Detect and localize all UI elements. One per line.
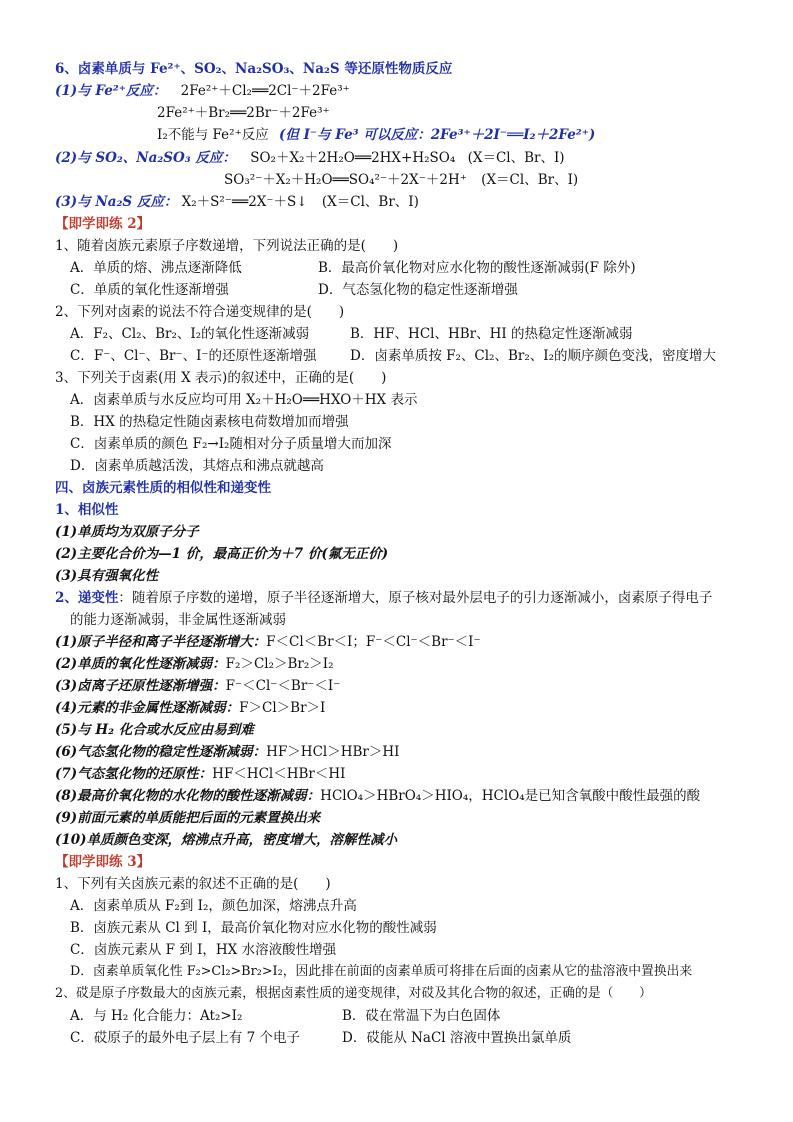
variation-item-2-label: (2)单质的氧化性逐渐减弱： xyxy=(55,656,226,672)
similarity-item-1: (1)单质均为双原子分子 xyxy=(55,524,199,540)
practice-2-q1-option-d: D．气态氢化物的稳定性逐渐增强 xyxy=(318,282,518,298)
variation-description-2: 的能力逐渐减弱，非金属性逐渐减弱 xyxy=(70,612,286,628)
so2-equation-2: SO₃²⁻＋X₂＋H₂O══SO₄²⁻＋2X⁻＋2H⁺ xyxy=(224,172,467,188)
so2-reaction-line-1 xyxy=(55,149,565,167)
variation-item-2 xyxy=(55,655,334,673)
fe-note-line xyxy=(157,126,595,144)
practice-3-question-1: 1、下列有关卤族元素的叙述不正确的是( ) xyxy=(55,876,331,892)
fe-note-2: (但 I⁻与 Fe³ 可以反应：2Fe³⁺＋2I⁻══I₂＋2Fe²⁺) xyxy=(279,127,596,143)
practice-3-q2-option-d: D．砹能从 NaCl 溶液中置换出氯单质 xyxy=(342,1030,572,1046)
variation-item-2-text: F₂＞Cl₂＞Br₂＞I₂ xyxy=(225,656,334,672)
fe-equation-1: 2Fe²⁺＋Cl₂══2Cl⁻＋2Fe³⁺ xyxy=(180,83,350,99)
variation-item-10: (10)单质颜色变深，熔沸点升高，密度增大，溶解性减小 xyxy=(55,832,398,848)
practice-3-q1-option-c: C．卤族元素从 F 到 I，HX 水溶液酸性增强 xyxy=(70,942,337,958)
practice-2-q2-option-d: D．卤素单质按 F₂、Cl₂、Br₂、I₂的顺序颜色变浅，密度增大 xyxy=(350,348,716,364)
practice-3-q2-option-a: A．与 H₂ 化合能力：At₂>I₂ xyxy=(70,1008,243,1024)
variation-item-6-text: HF＞HCl＞HBr＞HI xyxy=(266,744,400,760)
variation-description-1: ：随着原子序数的递增，原子半径逐渐增大，原子核对最外层电子的引力逐渐减小，卤素原子得电子 xyxy=(118,590,713,606)
practice-3-q2-option-b: B．砹在常温下为白色固体 xyxy=(342,1008,501,1024)
practice-3-q1-option-a: A．卤素单质从 F₂到 I₂，颜色加深，熔沸点升高 xyxy=(70,898,357,914)
variation-item-7-text: HF＜HCl＜HBr＜HI xyxy=(212,766,346,782)
variation-item-1-label: (1)原子半径和离子半径逐渐增大： xyxy=(55,634,267,650)
practice-2-q2-option-b: B．HF、HCl、HBr、HI 的热稳定性逐渐减弱 xyxy=(350,326,633,342)
practice-2-q1-option-c: C．单质的氧化性逐渐增强 xyxy=(70,282,229,298)
variation-title: 2、递变性 xyxy=(55,590,119,606)
practice-3-question-2: 2、砹是原子序数最大的卤族元素，根据卤素性质的递变规律，对砹及其化合物的叙述，正确的是（ ） xyxy=(55,986,652,1001)
variation-item-7 xyxy=(55,765,345,783)
variation-item-8 xyxy=(55,787,700,805)
variation-item-8-label: (8)最高价氧化物的水化物的酸性逐渐减弱： xyxy=(55,788,321,804)
practice-2-q2-option-c: C．F⁻、Cl⁻、Br⁻、I⁻的还原性逐渐增强 xyxy=(70,348,317,364)
practice-2-q2-option-a: A．F₂、Cl₂、Br₂、I₂的氧化性逐渐减弱 xyxy=(70,326,310,342)
similarity-item-2: (2)主要化合价为—1 价，最高正价为＋7 价(氟无正价) xyxy=(55,546,389,562)
variation-item-3-text: F⁻＜Cl⁻＜Br⁻＜I⁻ xyxy=(225,678,341,694)
practice-2-q1-option-b: B．最高价氧化物对应水化物的酸性逐渐减弱(F 除外) xyxy=(318,260,636,276)
fe-equation-2: 2Fe²⁺＋Br₂══2Br⁻＋2Fe³⁺ xyxy=(157,105,330,121)
fe-reaction-line-1 xyxy=(55,82,350,100)
section-4-title: 四、卤族元素性质的相似性和递变性 xyxy=(55,480,271,496)
so2-reaction-line-2 xyxy=(224,171,578,189)
variation-item-4-label: (4)元素的非金属性逐渐减弱： xyxy=(55,700,240,716)
practice-2-header: 【即学即练 2】 xyxy=(55,216,151,232)
variation-item-6-label: (6)气态氢化物的稳定性逐渐减弱： xyxy=(55,744,267,760)
similarity-item-3: (3)具有强氧化性 xyxy=(55,568,159,584)
practice-3-q2-option-c: C．砹原子的最外电子层上有 7 个电子 xyxy=(70,1030,301,1046)
so2-reaction-label: (2)与 SO₂、Na₂SO₃ 反应： xyxy=(55,150,236,166)
variation-item-4-text: F＞Cl＞Br＞I xyxy=(239,700,326,716)
practice-2-question-3: 3、下列关于卤素(用 X 表示)的叙述中，正确的是( ) xyxy=(55,370,387,386)
variation-item-9: (9)前面元素的单质能把后面的元素置换出来 xyxy=(55,810,321,826)
practice-3-q1-option-b: B．卤族元素从 Cl 到 I，最高价氧化物对应水化物的酸性减弱 xyxy=(70,920,437,936)
variation-intro-line-1 xyxy=(55,589,712,607)
practice-2-q1-option-a: A．单质的熔、沸点逐渐降低 xyxy=(70,260,242,276)
similarity-title: 1、相似性 xyxy=(55,502,119,518)
variation-item-1 xyxy=(55,633,481,651)
fe-reaction-label: (1)与 Fe²⁺反应： xyxy=(55,83,167,99)
so2-equation-1: SO₂＋X₂＋2H₂O══2HX+H₂SO₄ xyxy=(250,150,456,166)
practice-2-q3-option-a: A．卤素单质与水反应均可用 X₂＋H₂O══HXO＋HX 表示 xyxy=(70,392,418,408)
practice-2-q3-option-b: B．HX 的热稳定性随卤素核电荷数增加而增强 xyxy=(70,414,349,430)
variation-item-3-label: (3)卤离子还原性逐渐增强： xyxy=(55,678,226,694)
variation-item-6 xyxy=(55,743,399,761)
variation-item-4 xyxy=(55,699,325,717)
na2s-reaction-label: (3)与 Na₂S 反应： xyxy=(55,194,178,210)
section-6-title: 6、卤素单质与 Fe²⁺、SO₂、Na₂SO₃、Na₂S 等还原性物质反应 xyxy=(55,61,453,77)
practice-3-header: 【即学即练 3】 xyxy=(55,854,151,870)
na2s-equation: X₂＋S²⁻══2X⁻＋S↓ xyxy=(181,194,308,210)
so2-equation-2-note: (X＝Cl、Br、I) xyxy=(481,172,579,188)
variation-item-3 xyxy=(55,677,340,695)
variation-item-8-text: HClO₄＞HBrO₄＞HIO₄，HClO₄是已知含氧酸中酸性最强的酸 xyxy=(320,788,701,804)
practice-3-q1-option-d: D．卤素单质氧化性 F₂>Cl₂>Br₂>I₂，因此排在前面的卤素单质可将排在后面的卤素从它的盐溶液中置换出来 xyxy=(70,964,693,979)
na2s-note: (X＝Cl、Br、I) xyxy=(321,194,419,210)
variation-item-7-label: (7)气态氢化物的还原性： xyxy=(55,766,213,782)
practice-2-q3-option-c: C．卤素单质的颜色 F₂→I₂随相对分子质量增大而加深 xyxy=(70,436,392,452)
practice-2-question-1: 1、随着卤族元素原子序数递增，下列说法正确的是( ) xyxy=(55,238,399,254)
variation-item-1-text: F＜Cl＜Br＜I；F⁻＜Cl⁻＜Br⁻＜I⁻ xyxy=(266,634,481,650)
practice-2-q3-option-d: D．卤素单质越活泼，其熔点和沸点就越高 xyxy=(70,458,324,474)
na2s-reaction-line xyxy=(55,193,419,211)
variation-item-5: (5)与 H₂ 化合或水反应由易到难 xyxy=(55,722,254,738)
practice-2-question-2: 2、下列对卤素的说法不符合递变规律的是( ) xyxy=(55,304,345,320)
fe-note: I₂不能与 Fe²⁺反应 xyxy=(157,127,269,143)
so2-equation-1-note: (X＝Cl、Br、I) xyxy=(467,150,565,166)
